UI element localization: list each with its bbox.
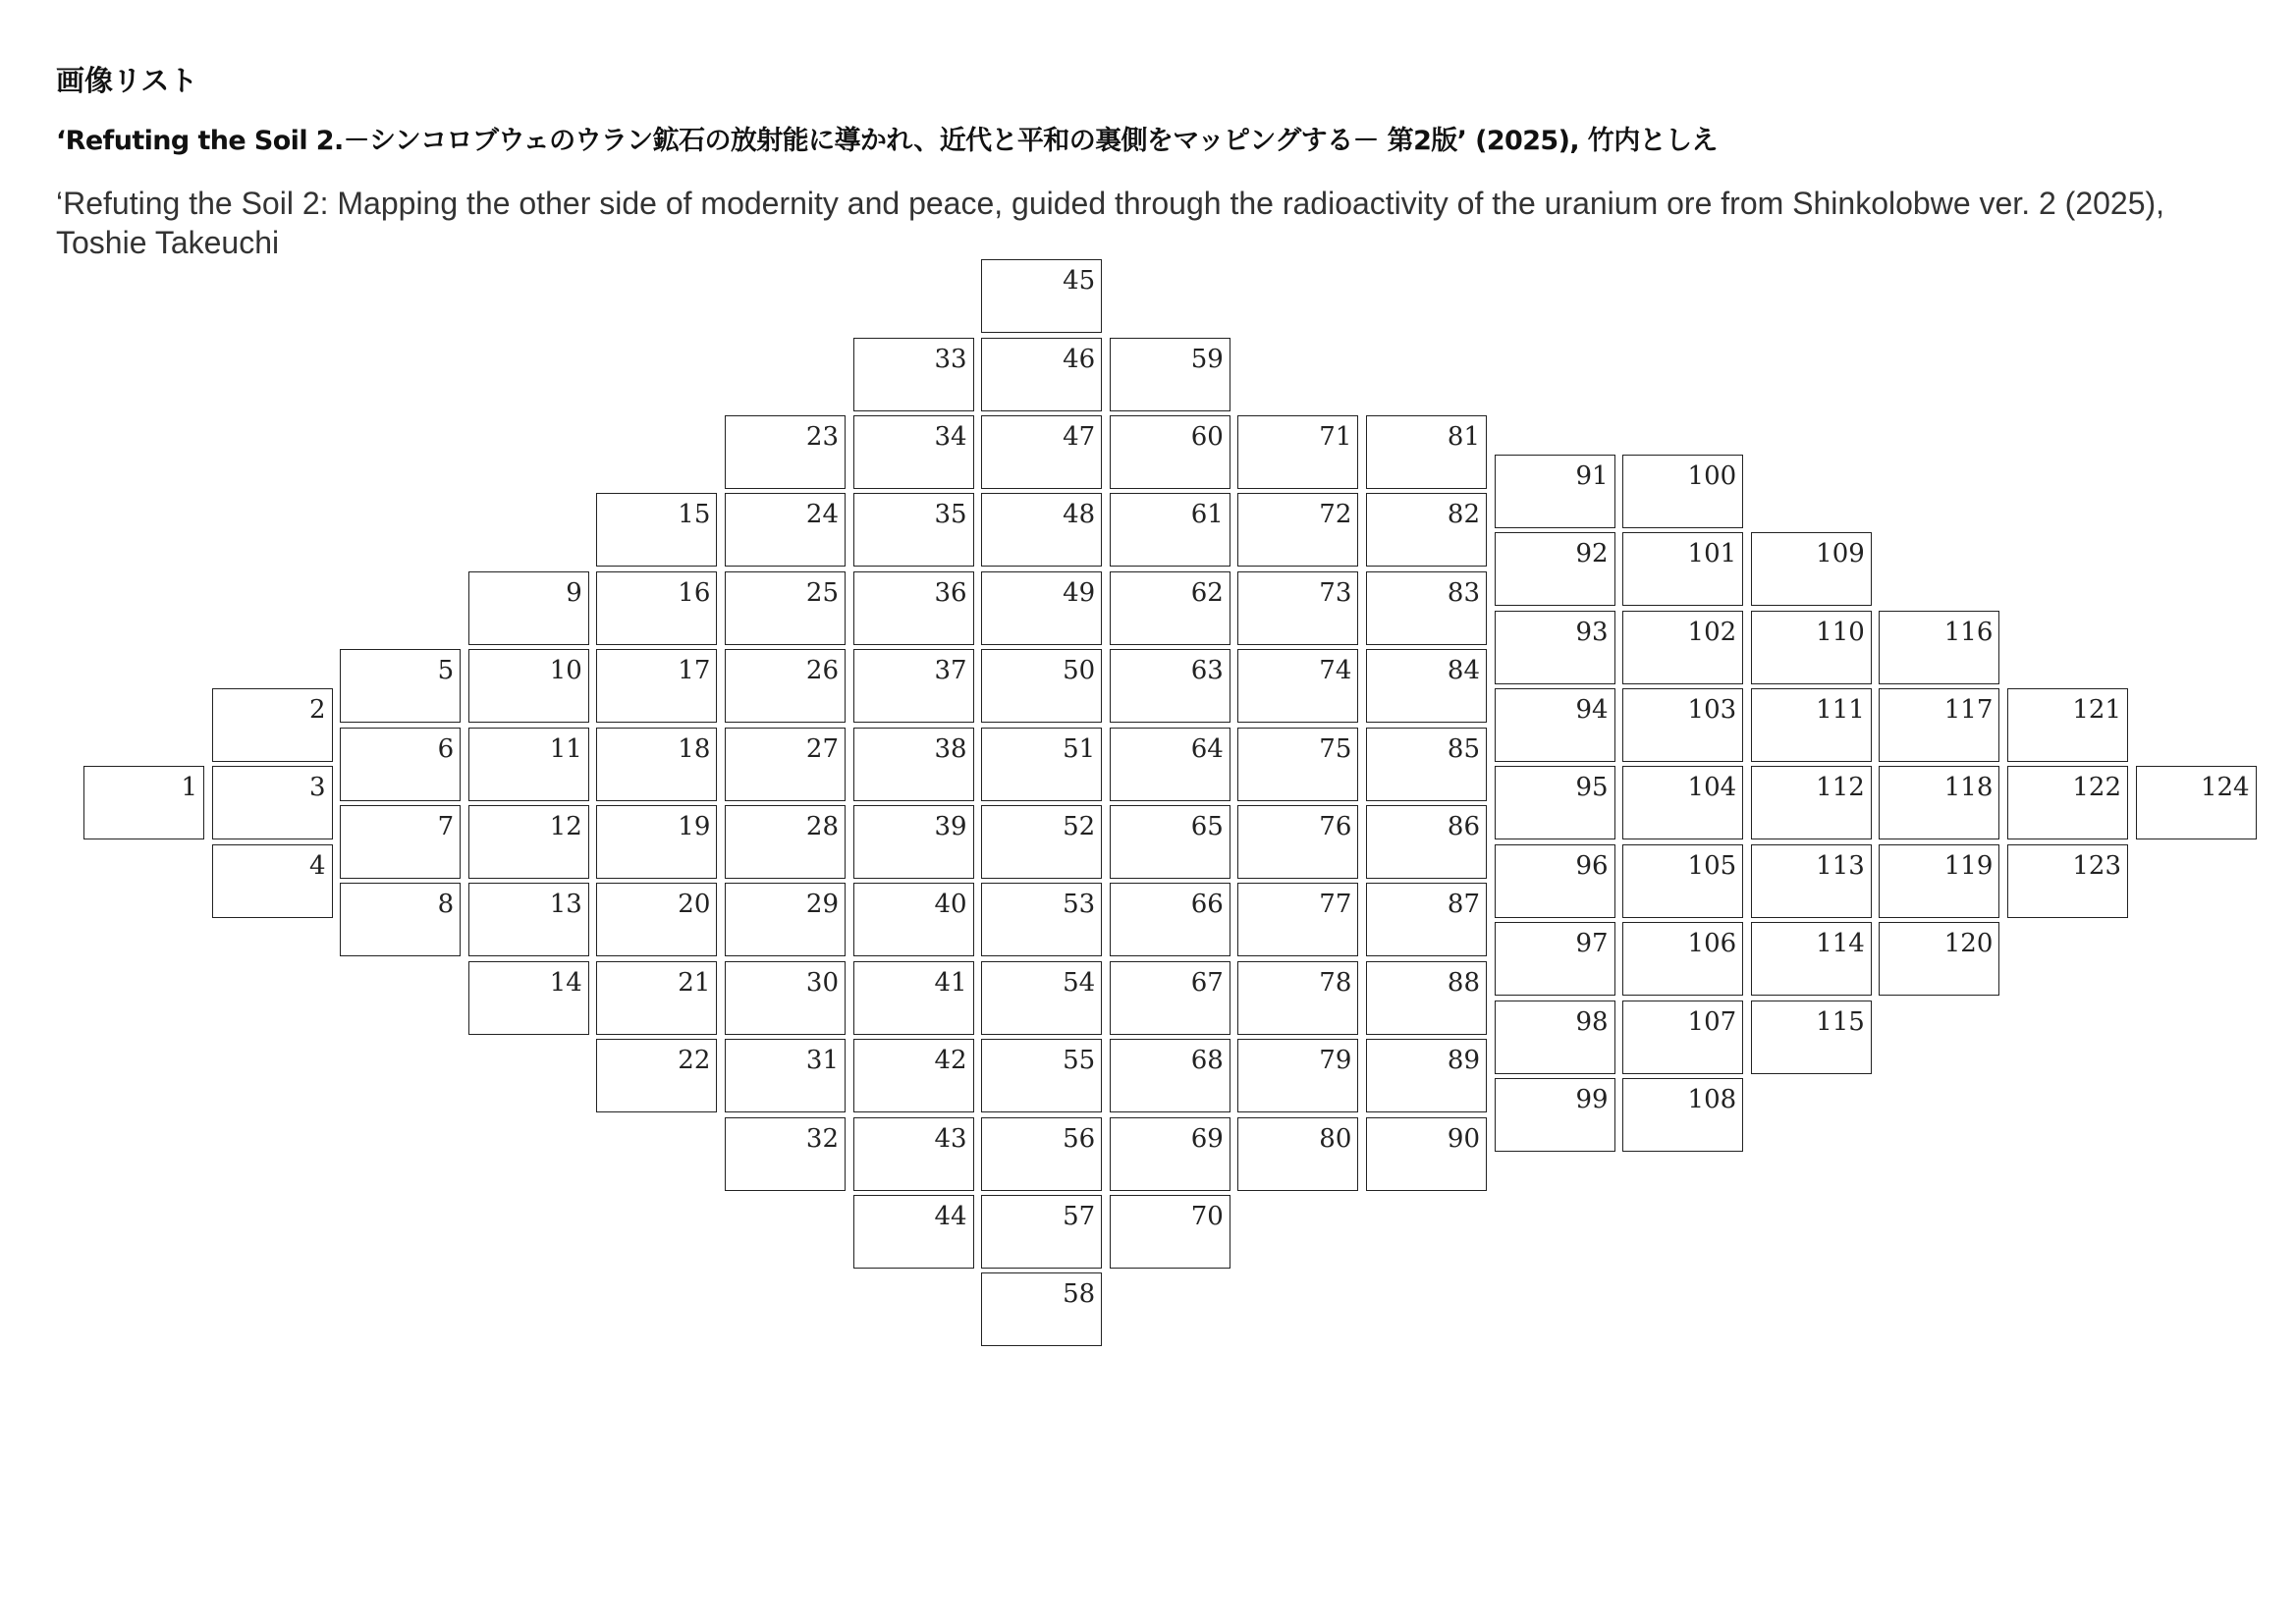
image-cell: [1622, 688, 1743, 762]
image-cell: [981, 493, 1102, 567]
image-number: 71: [1319, 422, 1352, 452]
image-cell: [725, 415, 846, 489]
image-cell: [1110, 1117, 1230, 1191]
image-number: 80: [1319, 1123, 1352, 1154]
image-number: 40: [934, 890, 967, 920]
image-cell: [1110, 338, 1230, 411]
image-cell: [981, 338, 1102, 411]
image-number: 58: [1063, 1279, 1096, 1310]
image-number: 37: [934, 656, 967, 686]
image-number: 63: [1190, 656, 1224, 686]
image-cell: [1366, 961, 1487, 1035]
image-cell: [1622, 922, 1743, 996]
image-cell: [1622, 611, 1743, 684]
image-cell: [981, 1039, 1102, 1112]
image-cell: [853, 571, 974, 645]
image-cell: [1110, 493, 1230, 567]
image-number: 51: [1063, 733, 1096, 764]
image-number: 49: [1063, 577, 1096, 608]
image-number: 46: [1063, 344, 1096, 374]
image-number: 56: [1063, 1123, 1096, 1154]
image-number: 93: [1575, 617, 1609, 647]
image-number: 70: [1190, 1202, 1224, 1231]
image-number: 104: [1687, 773, 1737, 803]
image-number: 85: [1447, 733, 1480, 764]
image-cell: [725, 493, 846, 567]
image-cell: [1237, 883, 1358, 956]
image-number: 47: [1063, 422, 1096, 452]
image-number: 2: [309, 694, 326, 725]
image-number: 84: [1447, 656, 1480, 686]
image-cell: [1366, 1039, 1487, 1112]
image-cell: [981, 805, 1102, 879]
image-cell: [468, 649, 589, 723]
image-number: 14: [549, 967, 582, 998]
image-cell: [1879, 844, 1999, 918]
image-number: 62: [1190, 577, 1224, 608]
image-number: 43: [934, 1123, 967, 1154]
image-number: 82: [1447, 500, 1480, 530]
image-number: 105: [1687, 850, 1737, 881]
image-number: 117: [1943, 694, 1994, 725]
image-number: 26: [805, 656, 839, 686]
image-number: 91: [1575, 460, 1609, 491]
image-cell: [596, 961, 717, 1035]
image-number: 95: [1575, 773, 1609, 803]
image-cell: [981, 1272, 1102, 1346]
image-cell: [1366, 805, 1487, 879]
image-cell: [1622, 1078, 1743, 1152]
image-number: 35: [934, 500, 967, 530]
image-number: 102: [1687, 617, 1737, 647]
image-cell: [1879, 688, 1999, 762]
image-number: 44: [934, 1202, 967, 1231]
image-number: 41: [934, 967, 967, 998]
image-number: 88: [1447, 967, 1480, 998]
image-number: 120: [1943, 929, 1994, 959]
image-cell: [1110, 571, 1230, 645]
image-number: 97: [1575, 929, 1609, 959]
image-number: 33: [934, 344, 967, 374]
image-number: 64: [1190, 733, 1224, 764]
image-cell: [853, 1117, 974, 1191]
image-number: 67: [1190, 967, 1224, 998]
image-number: 31: [805, 1046, 839, 1076]
image-number: 42: [934, 1046, 967, 1076]
image-cell: [468, 961, 589, 1035]
image-cell: [1110, 961, 1230, 1035]
image-number: 110: [1816, 617, 1865, 647]
image-number: 6: [437, 733, 455, 764]
image-cell: [981, 415, 1102, 489]
image-number: 28: [805, 812, 839, 841]
image-number: 1: [181, 773, 197, 803]
image-list-title: 画像リスト: [56, 64, 198, 97]
image-cell: [596, 649, 717, 723]
image-cell: [468, 571, 589, 645]
image-number: 12: [549, 812, 582, 841]
image-number: 69: [1190, 1123, 1224, 1154]
image-cell: [1237, 961, 1358, 1035]
image-number: 24: [805, 500, 839, 530]
image-cell: [1751, 922, 1872, 996]
image-cell: [340, 883, 461, 956]
image-number: 101: [1687, 539, 1737, 569]
image-number: 22: [678, 1046, 711, 1076]
image-number: 118: [1943, 773, 1994, 803]
image-number: 122: [2072, 773, 2121, 803]
image-cell: [1366, 728, 1487, 801]
image-cell: [340, 728, 461, 801]
image-number: 20: [678, 890, 711, 920]
image-cell: [212, 766, 333, 839]
image-cell: [212, 844, 333, 918]
image-number: 57: [1063, 1202, 1096, 1231]
image-cell: [1237, 805, 1358, 879]
image-cell: [596, 1039, 717, 1112]
image-cell: [725, 805, 846, 879]
image-number: 109: [1816, 539, 1865, 569]
image-number: 17: [678, 656, 711, 686]
image-number: 52: [1063, 812, 1096, 841]
image-cell: [2007, 766, 2128, 839]
work-title-english-line1: ‘Refuting the Soil 2: Mapping the other side of modernity and peace, guided through the radioactivity of the uranium ore from Shinkolobwe ver. 2 (2025),: [56, 186, 2165, 221]
image-number: 78: [1319, 967, 1352, 998]
image-number: 79: [1319, 1046, 1352, 1076]
image-cell: [1366, 571, 1487, 645]
image-number: 30: [805, 967, 839, 998]
image-number: 98: [1575, 1006, 1609, 1037]
image-number: 113: [1816, 850, 1865, 881]
image-cell: [1495, 1001, 1615, 1074]
image-cell: [1622, 844, 1743, 918]
image-cell: [596, 728, 717, 801]
image-cell: [725, 883, 846, 956]
image-cell: [1237, 649, 1358, 723]
image-cell: [1366, 1117, 1487, 1191]
image-cell: [1237, 415, 1358, 489]
image-cell: [596, 493, 717, 567]
image-number: 66: [1190, 890, 1224, 920]
image-cell: [1751, 844, 1872, 918]
image-cell: [725, 1117, 846, 1191]
image-cell: [1879, 922, 1999, 996]
image-number: 99: [1575, 1084, 1609, 1114]
image-number: 36: [934, 577, 967, 608]
image-cell: [853, 805, 974, 879]
image-number: 107: [1687, 1006, 1737, 1037]
image-cell: [1622, 766, 1743, 839]
image-number: 92: [1575, 539, 1609, 569]
image-number: 86: [1447, 812, 1480, 841]
image-cell: [340, 649, 461, 723]
image-number: 11: [549, 733, 582, 764]
image-cell: [853, 728, 974, 801]
image-cell: [981, 883, 1102, 956]
image-cell: [1495, 455, 1615, 528]
image-cell: [1110, 1195, 1230, 1269]
image-cell: [2007, 844, 2128, 918]
image-cell: [981, 1117, 1102, 1191]
image-cell: [1879, 611, 1999, 684]
image-cell: [1237, 728, 1358, 801]
image-cell: [853, 649, 974, 723]
image-number: 68: [1190, 1046, 1224, 1076]
image-number: 65: [1190, 812, 1224, 841]
image-cell: [1751, 611, 1872, 684]
image-number: 121: [2072, 694, 2121, 725]
image-cell: [1110, 1039, 1230, 1112]
image-cell: [596, 805, 717, 879]
image-cell: [1751, 688, 1872, 762]
image-number: 115: [1816, 1006, 1865, 1037]
image-number: 59: [1190, 344, 1224, 374]
image-cell: [981, 571, 1102, 645]
image-cell: [981, 728, 1102, 801]
image-cell: [853, 415, 974, 489]
image-number: 90: [1447, 1123, 1480, 1154]
image-number: 111: [1816, 694, 1865, 725]
image-cell: [1237, 571, 1358, 645]
image-number: 89: [1447, 1046, 1480, 1076]
image-cell: [853, 961, 974, 1035]
image-cell: [1237, 493, 1358, 567]
image-cell: [725, 961, 846, 1035]
image-number: 73: [1319, 577, 1352, 608]
image-number: 39: [934, 812, 967, 841]
image-number: 124: [2200, 773, 2250, 803]
image-cell: [1751, 532, 1872, 606]
image-number: 76: [1319, 812, 1352, 841]
image-cell: [1237, 1039, 1358, 1112]
image-number: 123: [2072, 850, 2121, 881]
image-number: 61: [1190, 500, 1224, 530]
image-number: 8: [437, 890, 455, 920]
image-number: 34: [934, 422, 967, 452]
image-cell: [1495, 688, 1615, 762]
image-cell: [212, 688, 333, 762]
image-cell: [725, 649, 846, 723]
image-number: 114: [1816, 929, 1865, 959]
image-number: 50: [1063, 656, 1096, 686]
image-cell: [468, 728, 589, 801]
image-cell: [340, 805, 461, 879]
image-cell: [2136, 766, 2257, 839]
image-number: 116: [1943, 617, 1994, 647]
image-number: 48: [1063, 500, 1096, 530]
image-cell: [1879, 766, 1999, 839]
image-number: 53: [1063, 890, 1096, 920]
image-cell: [1622, 1001, 1743, 1074]
image-cell: [1366, 883, 1487, 956]
image-number: 25: [805, 577, 839, 608]
image-number: 108: [1687, 1084, 1737, 1114]
image-cell: [1110, 805, 1230, 879]
image-cell: [596, 883, 717, 956]
image-cell: [1237, 1117, 1358, 1191]
image-number: 106: [1687, 929, 1737, 959]
image-number: 54: [1063, 967, 1096, 998]
image-cell: [1495, 611, 1615, 684]
image-number: 87: [1447, 890, 1480, 920]
image-cell: [853, 883, 974, 956]
image-cell: [853, 493, 974, 567]
image-cell: [1495, 922, 1615, 996]
image-number: 119: [1943, 850, 1994, 881]
image-cell: [1495, 844, 1615, 918]
image-number: 103: [1687, 694, 1737, 725]
image-cell: [725, 1039, 846, 1112]
image-number: 94: [1575, 694, 1609, 725]
image-cell: [1110, 415, 1230, 489]
image-number: 100: [1687, 460, 1737, 491]
image-cell: [853, 1195, 974, 1269]
image-number: 16: [678, 577, 711, 608]
image-number: 38: [934, 733, 967, 764]
image-number: 15: [678, 500, 711, 530]
image-number: 13: [549, 890, 582, 920]
image-cell: [1622, 455, 1743, 528]
image-cell: [725, 571, 846, 645]
image-cell: [1495, 766, 1615, 839]
image-cell: [468, 805, 589, 879]
image-number: 72: [1319, 500, 1352, 530]
image-cell: [853, 1039, 974, 1112]
image-number: 3: [309, 773, 326, 803]
image-number: 4: [309, 850, 326, 881]
image-number: 5: [437, 656, 455, 686]
image-number: 45: [1063, 266, 1096, 297]
work-title-english-line2: Toshie Takeuchi: [56, 225, 280, 260]
image-cell: [1366, 415, 1487, 489]
image-cell: [1751, 766, 1872, 839]
image-cell: [468, 883, 589, 956]
image-cell: [1110, 728, 1230, 801]
image-number: 83: [1447, 577, 1480, 608]
image-cell: [1110, 649, 1230, 723]
image-number: 21: [678, 967, 711, 998]
image-cell: [1495, 1078, 1615, 1152]
image-cell: [981, 1195, 1102, 1269]
image-cell: [853, 338, 974, 411]
image-cell: [1622, 532, 1743, 606]
image-number: 32: [805, 1123, 839, 1154]
image-cell: [2007, 688, 2128, 762]
image-number: 29: [805, 890, 839, 920]
image-number: 81: [1447, 422, 1480, 452]
image-number: 18: [678, 733, 711, 764]
image-cell: [725, 728, 846, 801]
image-number: 55: [1063, 1046, 1096, 1076]
image-cell: [1366, 649, 1487, 723]
image-cell: [981, 649, 1102, 723]
image-cell: [1495, 532, 1615, 606]
image-number: 112: [1816, 773, 1865, 803]
image-cell: [83, 766, 204, 839]
image-cell: [1110, 883, 1230, 956]
image-cell: [596, 571, 717, 645]
image-cell: [981, 961, 1102, 1035]
image-number: 74: [1319, 656, 1352, 686]
image-number: 9: [566, 577, 582, 608]
image-cell: [981, 259, 1102, 333]
image-cell: [1751, 1001, 1872, 1074]
image-cell: [1366, 493, 1487, 567]
image-number: 19: [678, 812, 711, 841]
image-number: 60: [1190, 422, 1224, 452]
work-title-japanese: ‘Refuting the Soil 2.－シンコロブウェのウラン鉱石の放射能に導かれ、近代と平和の裏側をマッピングする－ 第2版’ (2025), 竹内としえ: [56, 126, 1718, 156]
image-number: 75: [1319, 733, 1352, 764]
image-number: 23: [805, 422, 839, 452]
image-number: 27: [805, 733, 839, 764]
image-number: 96: [1575, 850, 1609, 881]
image-number: 10: [549, 656, 582, 686]
image-number: 77: [1319, 890, 1352, 920]
image-number: 7: [437, 812, 455, 841]
